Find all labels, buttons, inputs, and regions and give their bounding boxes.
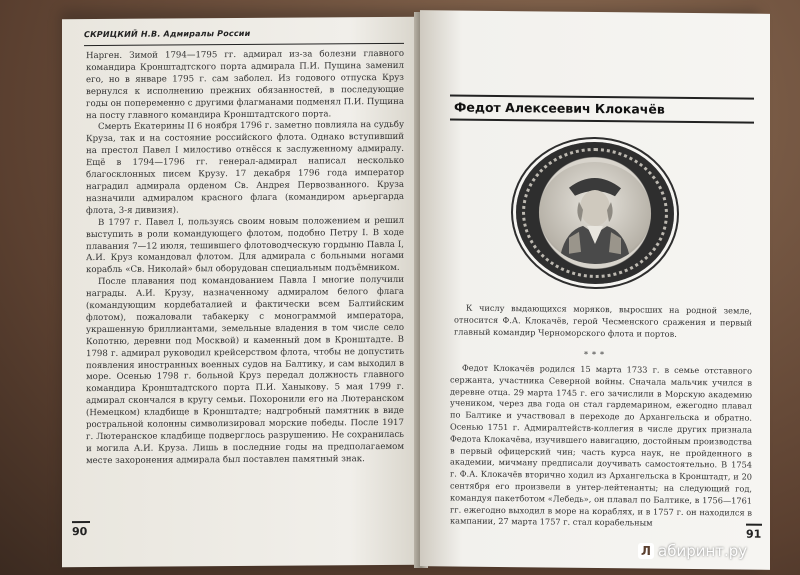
right-page <box>420 10 770 570</box>
chapter-title: Федот Алексеевич Клокачёв <box>450 94 754 123</box>
portrait-medallion <box>516 141 674 285</box>
right-page-body <box>450 362 752 530</box>
left-page-number: 90 <box>72 521 90 538</box>
running-head: СКРИЦКИЙ Н.В. Адмиралы России <box>84 25 404 46</box>
labirint-logo-icon: Л <box>638 543 654 559</box>
labirint-watermark <box>638 540 747 562</box>
admiral-portrait-image <box>539 161 651 264</box>
watermark-text: абиринт.ру <box>658 542 748 560</box>
left-paragraph: После плавания под командованием Павла I многие получили награды. А.И. Крузу, назначенному адмиралом белого флага (командующим кордебаталией и фактически всем Балтийским флотом), пожаловали табакерку с монограммой императора, украшенную бриллиантами, земельные владения в том числе село Копотню, деревни под Москвой) и каменный дом в Кронштадте. В 1798 г. адмирал руководил крейсерством флота, чтобы не допустить появления иностранных военных судов на Балтику, и сам выходил в море. Осенью 1798 г. больной Круз передал должность главного командира Кронштадтского порта П.И. Ханыкову. 5 мая 1799 г. адмирал скончался в кругу семьи. Похоронили его на Лютеранском (Немецком) кладбище в Кронштадте; надгробный памятник в виде ростральной колонны символизировал морские победы. После 1917 г. Лютеранское кладбище подверглось разрушению. Не сохранилась и могила А.И. Круза. Лишь в последние годы на предполагаемом месте захоронения адмирала был поставлен памятный знак. <box>86 275 404 466</box>
right-page-number: 91 <box>746 524 762 541</box>
left-paragraph: Нарген. Зимой 1794—1795 гг. адмирал из-за болезни главного командира Кронштадтского порта адмирала П.И. Пущина заменил его, но в январе 1795 г. сам заболел. Из годового отпуска Круз вернулся к исполнению прежних обязанностей, в последующие годы он попеременно с другими флагманами подменял П.И. Пущина на посту главного командира Кронштадтского порта. <box>86 48 404 121</box>
right-paragraph: Федот Клокачёв родился 15 марта 1733 г. в семье отставного сержанта, участника Северной войны. Сначала мальчик учился в деревне отца. 29 марта 1745 г. его зачислили в Морскую академию учеником, через два года он стал гардемарином, ежегодно плавал по Балтике и участвовал в переходе до Архангельска и обратно. Осенью 1751 г. Адмиралтейств-коллегия в числе других признала Федота Клокачёва, изучившего навигацию, достойным производства в первый офицерский чин; часть курса наук, не пройденного в академии, мичману предписали доучивать самостоятельно. В 1754 г. Ф.А. Клокачёв вторично ходил из Архангельска в Кронштадт, и 20 сентября его произвели в унтер-лейтенанты; на следующий год, командуя пакетботом «Лебедь», он плавал по Балтике, в 1756—1761 гг. ежегодно выходил в море на кораблях, и в 1757 г. он находился в кампании, 27 марта 1757 г. стал корабельным <box>450 362 752 528</box>
left-page <box>62 17 422 568</box>
section-separator: *** <box>584 349 608 360</box>
left-page-body <box>86 49 404 468</box>
left-paragraph: В 1797 г. Павел I, пользуясь своим новым положением и решил выступить в роли командующего флотом, подобно Петру I. В ходе плавания 7—12 июля, тешившего флотоводческую гордыню Павла I, А.И. Круз командовал флотом. Для адмирала с больными ногами корабль «Св. Николай» был оборудован специальным подъёмником. <box>86 215 404 276</box>
chapter-intro <box>454 303 752 342</box>
left-paragraph: Смерть Екатерины II 6 ноября 1796 г. заметно повлияла на судьбу Круза, так и на состояние российского флота. Однако вступивший на престол Павел I милостиво отнёсся к заслуженному адмиралу. Ещё в 1794—1796 гг. генерал-адмирал написал несколько благосклонных писем Крузу. 17 декабря 1796 года император наградил адмирала орденом Св. Андрея Первозванного. Круза назначили адмиралом красного флага (командиром арьергарда флота, 3-я дивизия). <box>86 120 404 216</box>
intro-paragraph: К числу выдающихся моряков, выросших на родной земле, относится Ф.А. Клокачёв, герой Чесменского сражения и первый главный командир Черноморского флота и портов. <box>454 302 752 339</box>
